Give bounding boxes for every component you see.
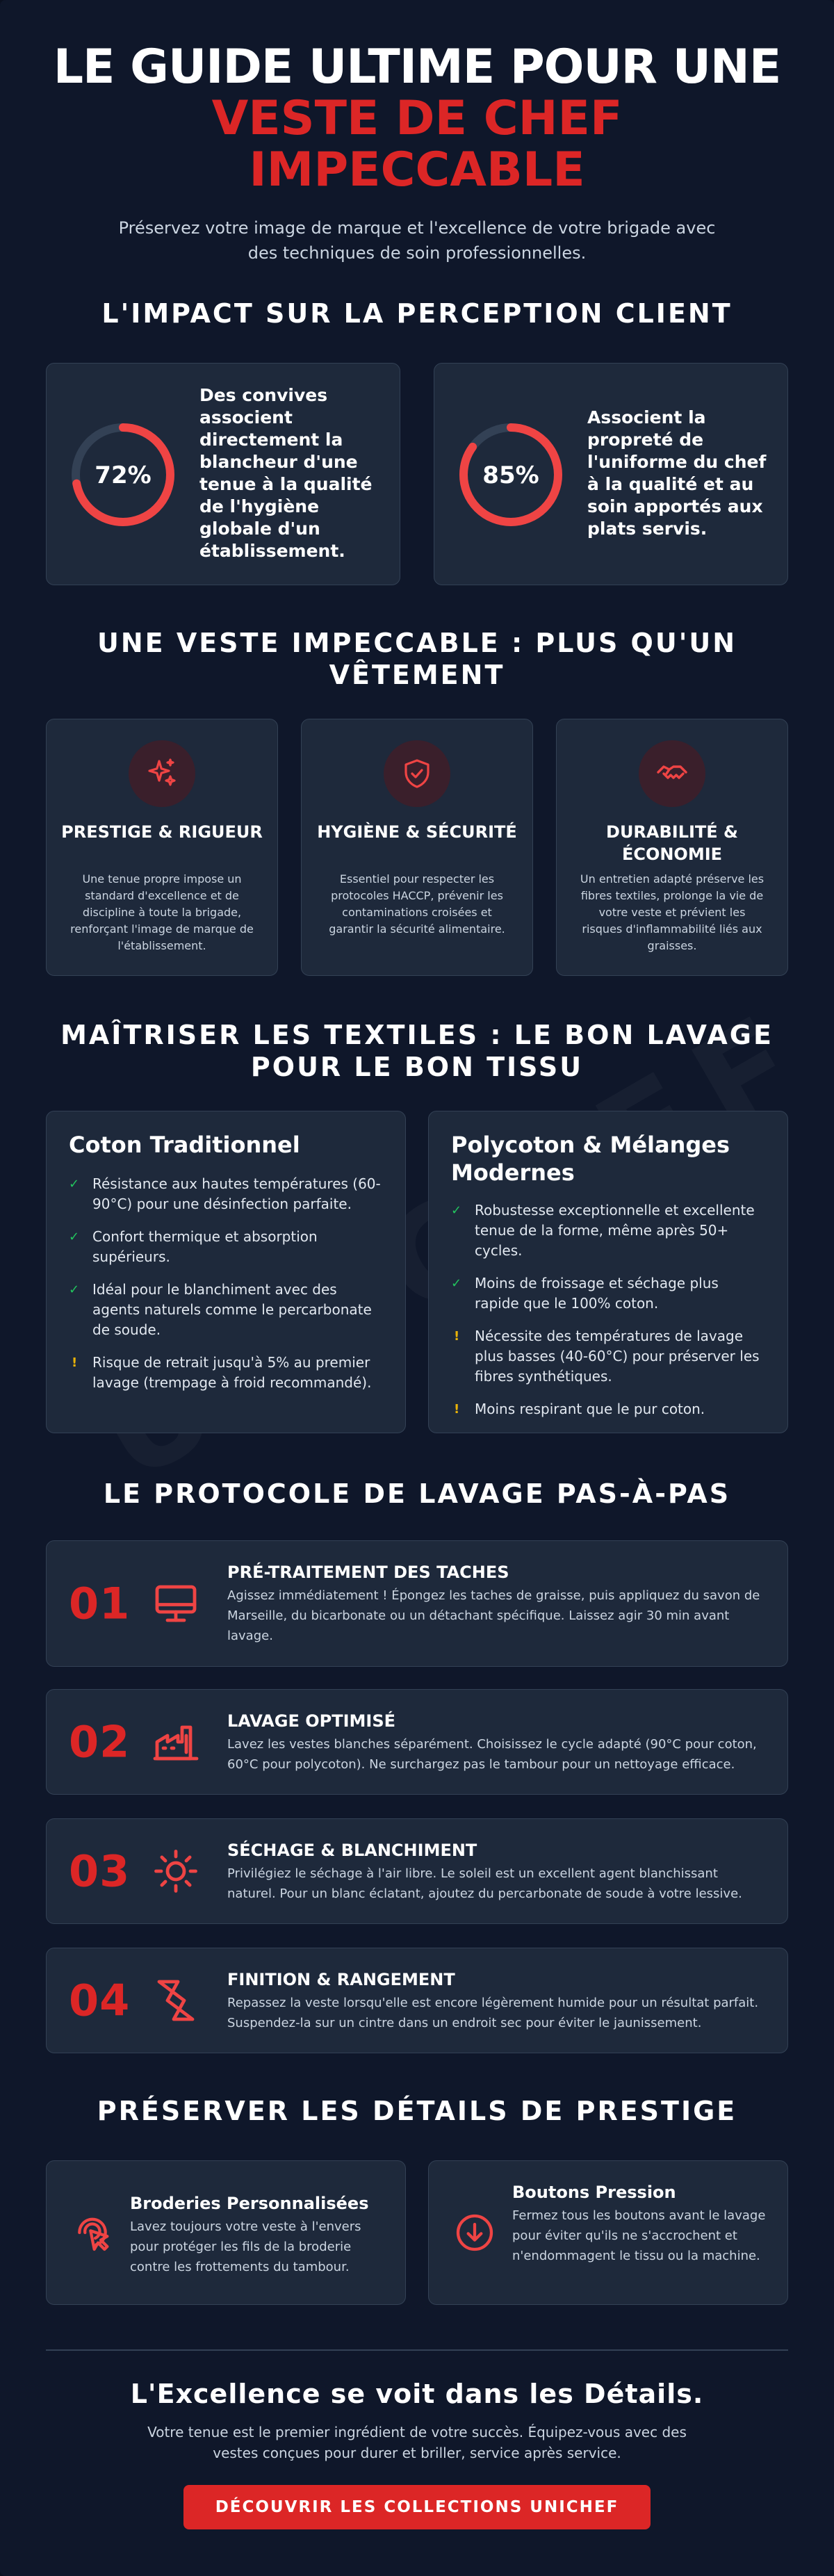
step-text: Repassez la veste lorsqu'elle est encore légèrement humide pour un résultat parfait. Suspendez-la sur un cintre dans un endroit sec pour éviter le jaunissement. <box>227 1996 759 2030</box>
step-card <box>46 1818 788 1924</box>
impact-section-title: L'IMPACT SUR LA PERCEPTION CLIENT <box>101 298 733 329</box>
textile-advantage <box>69 1280 383 1340</box>
textile-card <box>46 1111 406 1433</box>
textile-item-text: Moins respirant que le pur coton. <box>475 1401 705 1417</box>
hero-subtitle: Préservez votre image de marque et l'excellence de votre brigade avec des techniques de soin professionnelles. <box>118 218 716 263</box>
textile-item-text: Idéal pour le blanchiment avec des agents naturels comme le percarbonate de soude. <box>92 1281 372 1338</box>
stat-text: Associent la propreté de l'uniforme du chef à la qualité et au soin apportés aux plats servis. <box>587 407 767 539</box>
check-icon: ✓ <box>451 1276 462 1291</box>
stat-card <box>46 363 400 585</box>
textile-item-text: Nécessite des températures de lavage plus basses (40-60°C) pour préserver les fibres synthétiques. <box>475 1328 760 1385</box>
textile-caveat <box>451 1326 765 1387</box>
step-number: 03 <box>69 1845 131 1897</box>
warning-icon: ! <box>72 1355 78 1370</box>
step-card <box>46 1948 788 2053</box>
stat-text: Des convives associent directement la blancheur d'une tenue à la qualité de l'hygiène globale d'un établissement. <box>199 385 373 561</box>
textile-feature-list <box>451 1200 765 1432</box>
textile-item-text: Confort thermique et absorption supérieurs. <box>92 1228 318 1265</box>
check-icon: ✓ <box>451 1203 462 1218</box>
detail-card-title: Broderies Personnalisées <box>130 2194 369 2213</box>
textile-advantage <box>69 1174 383 1214</box>
textile-item-text: Résistance aux hautes températures (60-90°C) pour une désinfection parfaite. <box>92 1175 381 1212</box>
textile-advantage <box>451 1273 765 1314</box>
detail-card-text: Fermez tous les boutons avant le lavage pour éviter qu'ils ne s'accrochent et n'endommagent le tissu ou la machine. <box>512 2208 766 2263</box>
progress-ring <box>455 419 566 530</box>
page-title <box>0 0 834 196</box>
value-card-title: HYGIÈNE & SÉCURITÉ <box>317 822 517 842</box>
shield-check-icon <box>384 740 450 807</box>
textile-card <box>428 1111 788 1433</box>
title-accent-line: VESTE DE CHEF <box>211 91 623 146</box>
check-icon: ✓ <box>69 1230 80 1244</box>
discover-collections-button[interactable]: DÉCOUVRIR LES COLLECTIONS UNICHEF <box>183 2485 651 2529</box>
values-section-title: UNE VESTE IMPECCABLE : PLUS QU'UN VÊTEMENT <box>97 628 737 690</box>
value-card-text: Essentiel pour respecter les protocoles HACCP, prévenir les contaminations croisées et garantir la sécurité alimentaire. <box>329 872 505 936</box>
textile-caveat <box>69 1353 383 1393</box>
step-number: 02 <box>69 1716 131 1768</box>
textiles-section-title: MAÎTRISER LES TEXTILES : LE BON LAVAGE POUR LE BON TISSU <box>60 1020 774 1082</box>
step-title: LAVAGE OPTIMISÉ <box>227 1711 395 1731</box>
warning-icon: ! <box>454 1402 460 1417</box>
pointer-click-icon <box>70 2210 115 2255</box>
value-card <box>46 719 278 976</box>
footer-divider <box>46 2349 788 2351</box>
detail-card <box>46 2160 406 2305</box>
value-card-title: DURABILITÉ & ÉCONOMIE <box>606 822 738 864</box>
monitor-icon <box>151 1579 201 1629</box>
check-icon: ✓ <box>69 1282 80 1297</box>
stat-value: 85% <box>482 462 539 489</box>
step-title: SÉCHAGE & BLANCHIMENT <box>227 1841 477 1860</box>
step-title: FINITION & RANGEMENT <box>227 1970 455 1989</box>
step-text: Lavez les vestes blanches séparément. Choisissez le cycle adapté (90°C pour coton, 60°C pour polycoton). Ne surchargez pas le tambour pour un nettoyage efficace. <box>227 1737 757 1772</box>
value-card <box>556 719 788 976</box>
sparkles-icon <box>129 740 195 807</box>
textile-caveat <box>451 1399 765 1419</box>
detail-card-title: Boutons Pression <box>512 2183 676 2202</box>
textile-item-text: Risque de retrait jusqu'à 5% au premier lavage (trempage à froid recommandé). <box>92 1354 372 1391</box>
handshake-icon <box>639 740 705 807</box>
step-title: PRÉ-TRAITEMENT DES TACHES <box>227 1563 509 1582</box>
stat-value: 72% <box>95 462 152 489</box>
value-card-text: Un entretien adapté préserve les fibres textiles, prolonge la vie de votre veste et prévient les risques d'inflammabilité liés aux graisses. <box>580 872 764 952</box>
textile-card-title: Polycoton & Mélanges Modernes <box>451 1132 730 1186</box>
stat-card <box>434 363 788 585</box>
value-card-title: PRESTIGE & RIGUEUR <box>61 822 263 842</box>
step-number: 04 <box>69 1975 131 2026</box>
footer-title: L'Excellence se voit dans les Détails. <box>130 2379 704 2409</box>
sun-icon <box>151 1846 201 1896</box>
value-card <box>301 719 533 976</box>
textile-item-text: Robustesse exceptionnelle et excellente tenue de la forme, même après 50+ cycles. <box>475 1202 755 1259</box>
footer-text: Votre tenue est le premier ingrédient de votre succès. Équipez-vous avec des vestes conçues pour durer et briller, service après service. <box>147 2424 687 2461</box>
progress-ring <box>67 419 179 530</box>
check-icon: ✓ <box>69 1177 80 1191</box>
factory-icon <box>151 1717 201 1767</box>
bowtie-icon <box>151 1975 201 2025</box>
circle-arrow-down-icon <box>452 2210 497 2255</box>
title-accent-line: IMPECCABLE <box>249 142 585 197</box>
warning-icon: ! <box>454 1329 460 1344</box>
details-section-title: PRÉSERVER LES DÉTAILS DE PRESTIGE <box>97 2096 737 2126</box>
detail-card-text: Lavez toujours votre veste à l'envers pour protéger les fils de la broderie contre les frottements du tambour. <box>130 2219 361 2274</box>
step-text: Privilégiez le séchage à l'air libre. Le soleil est un excellent agent blanchissant naturel. Pour un blanc éclatant, ajoutez du percarbonate de soude à votre lessive. <box>227 1866 742 1901</box>
step-text: Agissez immédiatement ! Épongez les taches de graisse, puis appliquez du savon de Marseille, du bicarbonate ou un détachant spécifique. Laissez agir 30 min avant lavage. <box>227 1588 760 1643</box>
textile-advantage <box>69 1227 383 1267</box>
step-card <box>46 1689 788 1795</box>
textile-feature-list <box>69 1174 383 1405</box>
value-card-text: Une tenue propre impose un standard d'excellence et de discipline à toute la brigade, renforçant l'image de marque de l'établissement. <box>70 872 254 952</box>
protocol-section-title: LE PROTOCOLE DE LAVAGE PAS-À-PAS <box>103 1478 731 1509</box>
detail-card <box>428 2160 788 2305</box>
title-line: LE GUIDE ULTIME POUR UNE <box>53 40 781 95</box>
step-number: 01 <box>69 1578 131 1629</box>
step-card <box>46 1540 788 1667</box>
textile-advantage <box>451 1200 765 1261</box>
textile-card-title: Coton Traditionnel <box>69 1132 300 1158</box>
textile-item-text: Moins de froissage et séchage plus rapide que le 100% coton. <box>475 1275 719 1312</box>
